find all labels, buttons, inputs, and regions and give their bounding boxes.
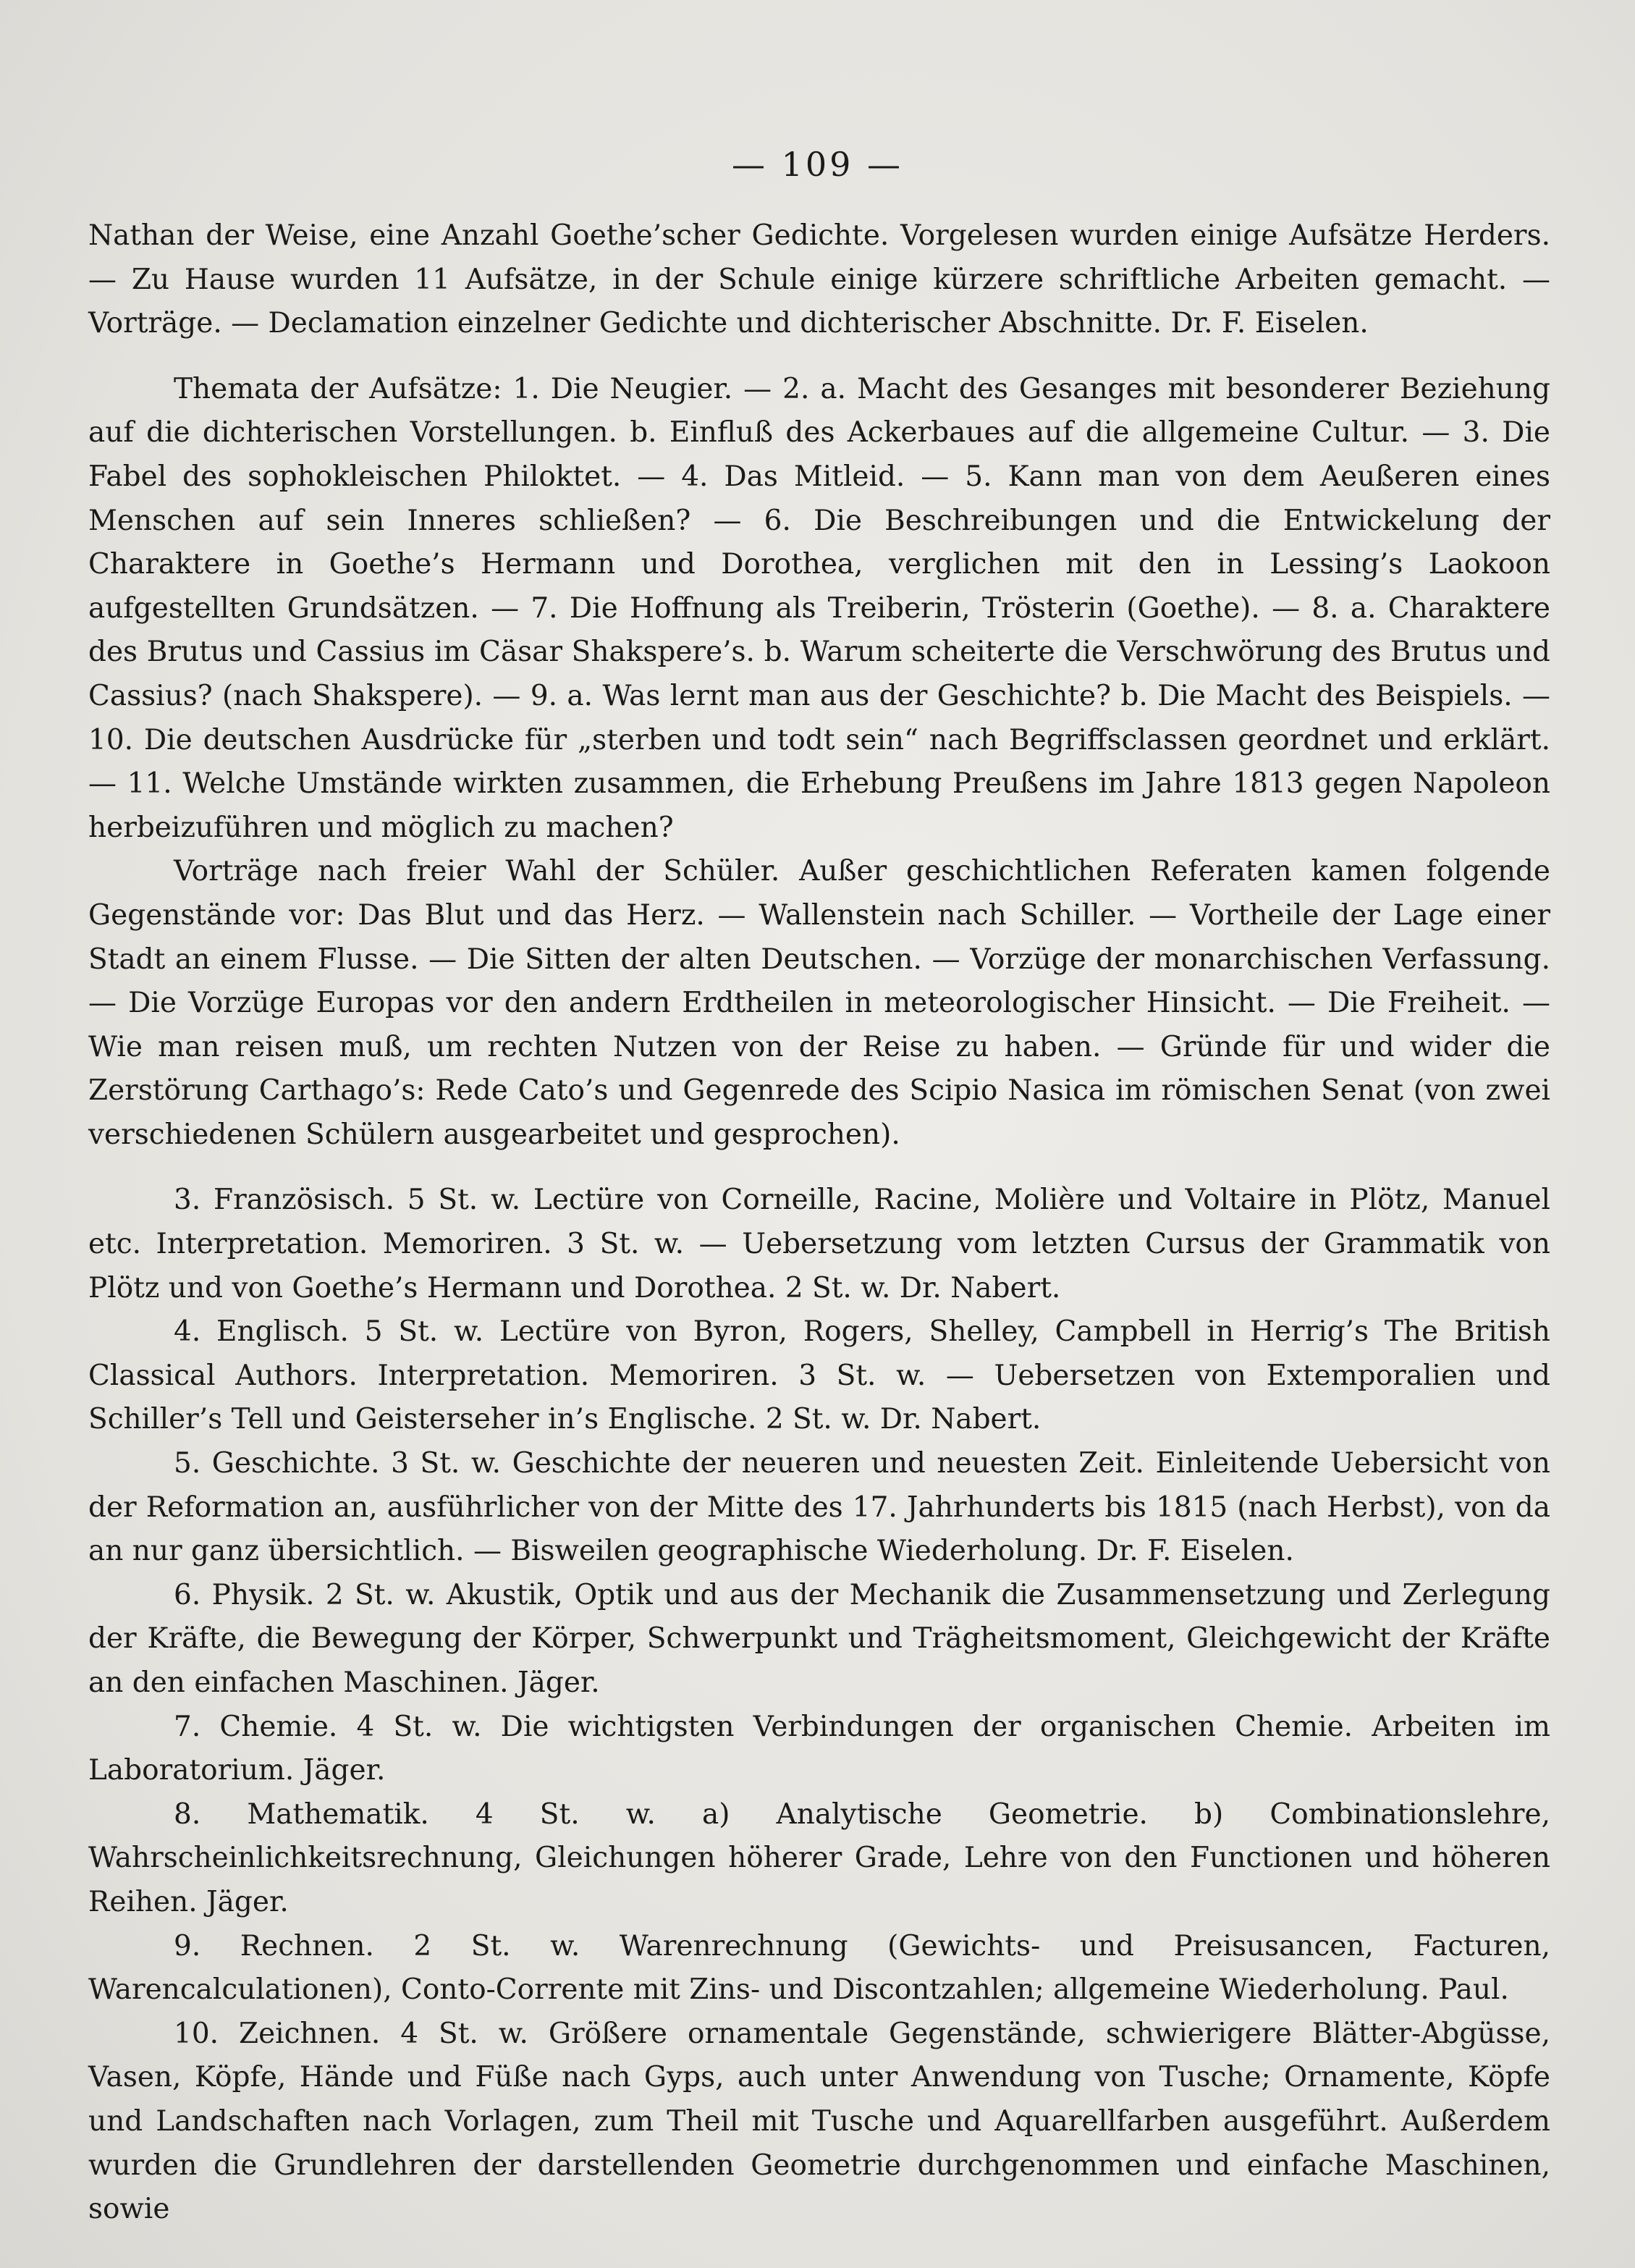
page-number: — 109 —: [731, 145, 904, 184]
paragraph: Nathan der Weise, eine Anzahl Goethe’scher Gedichte. Vorgelesen wurden einige Aufsätze Herders. — Zu Hause wurden 11 Aufsätze, in der Schule einige kürzere schriftliche Arbeiten gemacht. — Vorträge. — Declamation einzelner Gedichte und dichterischer Abschnitte. Dr. F. Eiselen.: [88, 219, 1550, 340]
paragraph: Vorträge nach freier Wahl der Schüler. Außer geschichtlichen Referaten kamen folgende Gegenstände vor: Das Blut und das Herz. — Wallenstein nach Schiller. — Vortheile der Lage einer Stadt an einem Flusse. — Die Sitten der alten Deutschen. — Vorzüge der monarchischen Verfassung. — Die Vorzüge Europas vor den andern Erdtheilen in meteorologischer Hinsicht. — Die Freiheit. — Wie man reisen muß, um rechten Nutzen von der Reise zu haben. — Gründe für und wider die Zerstörung Carthago’s: Rede Cato’s und Gegenrede des Scipio Nasica im römischen Senat (von zwei verschiedenen Schülern ausgearbeitet und gesprochen).: [88, 855, 1550, 1151]
paragraph: 8. Mathematik. 4 St. w. a) Analytische Geometrie. b) Combinationslehre, Wahrscheinlichkeitsrechnung, Gleichungen höherer Grade, Lehre von den Functionen und höheren Reihen. Jäger.: [88, 1797, 1550, 1918]
body-text: [88, 214, 1550, 2232]
paragraph: 7. Chemie. 4 St. w. Die wichtigsten Verbindungen der organischen Chemie. Arbeiten im Laboratorium. Jäger.: [88, 1710, 1550, 1787]
paragraph: 3. Französisch. 5 St. w. Lectüre von Corneille, Racine, Molière und Voltaire in Plötz, Manuel etc. Interpretation. Memoriren. 3 St. w. — Uebersetzung vom letzten Cursus der Grammatik von Plötz und von Goethe’s Hermann und Dorothea. 2 St. w. Dr. Nabert.: [88, 1184, 1550, 1304]
paragraph: 10. Zeichnen. 4 St. w. Größere ornamentale Gegenstände, schwierigere Blätter-Abgüsse, Vasen, Köpfe, Hände und Füße nach Gyps, auch unter Anwendung von Tusche; Ornamente, Köpfe und Landschaften nach Vorlagen, zum Theil mit Tusche und Aquarellfarben ausgeführt. Außerdem wurden die Grundlehren der darstellenden Geometrie durchgenommen und einfache Maschinen, sowie: [88, 2017, 1550, 2226]
paragraph: 6. Physik. 2 St. w. Akustik, Optik und aus der Mechanik die Zusammensetzung und Zerlegung der Kräfte, die Bewegung der Körper, Schwerpunkt und Trägheitsmoment, Gleichgewicht der Kräfte an den einfachen Maschinen. Jäger.: [88, 1578, 1550, 1699]
paragraph: 9. Rechnen. 2 St. w. Warenrechnung (Gewichts- und Preisusancen, Facturen, Warencalculationen), Conto-Corrente mit Zins- und Discontzahlen; allgemeine Wiederholung. Paul.: [88, 1929, 1550, 2007]
paragraph: 5. Geschichte. 3 St. w. Geschichte der neueren und neuesten Zeit. Einleitende Uebersicht von der Reformation an, ausführlicher von der Mitte des 17. Jahrhunderts bis 1815 (nach Herbst), von da an nur ganz übersichtlich. — Bisweilen geographische Wiederholung. Dr. F. Eiselen.: [88, 1447, 1550, 1568]
paragraph: 4. Englisch. 5 St. w. Lectüre von Byron, Rogers, Shelley, Campbell in Herrig’s The British Classical Authors. Interpretation. Memoriren. 3 St. w. — Uebersetzen von Extemporalien und Schiller’s Tell und Geisterseher in’s Englische. 2 St. w. Dr. Nabert.: [88, 1315, 1550, 1436]
paragraph: Themata der Aufsätze: 1. Die Neugier. — 2. a. Macht des Gesanges mit besonderer Beziehung auf die dichterischen Vorstellungen. b. Einfluß des Ackerbaues auf die allgemeine Cultur. — 3. Die Fabel des sophokleischen Philoktet. — 4. Das Mitleid. — 5. Kann man von dem Aeußeren eines Menschen auf sein Inneres schließen? — 6. Die Beschreibungen und die Entwickelung der Charaktere in Goethe’s Hermann und Dorothea, verglichen mit den in Lessing’s Laokoon aufgestellten Grundsätzen. — 7. Die Hoffnung als Treiberin, Trösterin (Goethe). — 8. a. Charaktere des Brutus und Cassius im Cäsar Shakspere’s. b. Warum scheiterte die Verschwörung des Brutus und Cassius? (nach Shakspere). — 9. a. Was lernt man aus der Geschichte? b. Die Macht des Beispiels. — 10. Die deutschen Ausdrücke für „sterben und todt sein“ nach Begriffsclassen geordnet und erklärt. — 11. Welche Umstände wirkten zusammen, die Erhebung Preußens im Jahre 1813 gegen Napoleon herbeizuführen und möglich zu machen?: [88, 372, 1550, 844]
